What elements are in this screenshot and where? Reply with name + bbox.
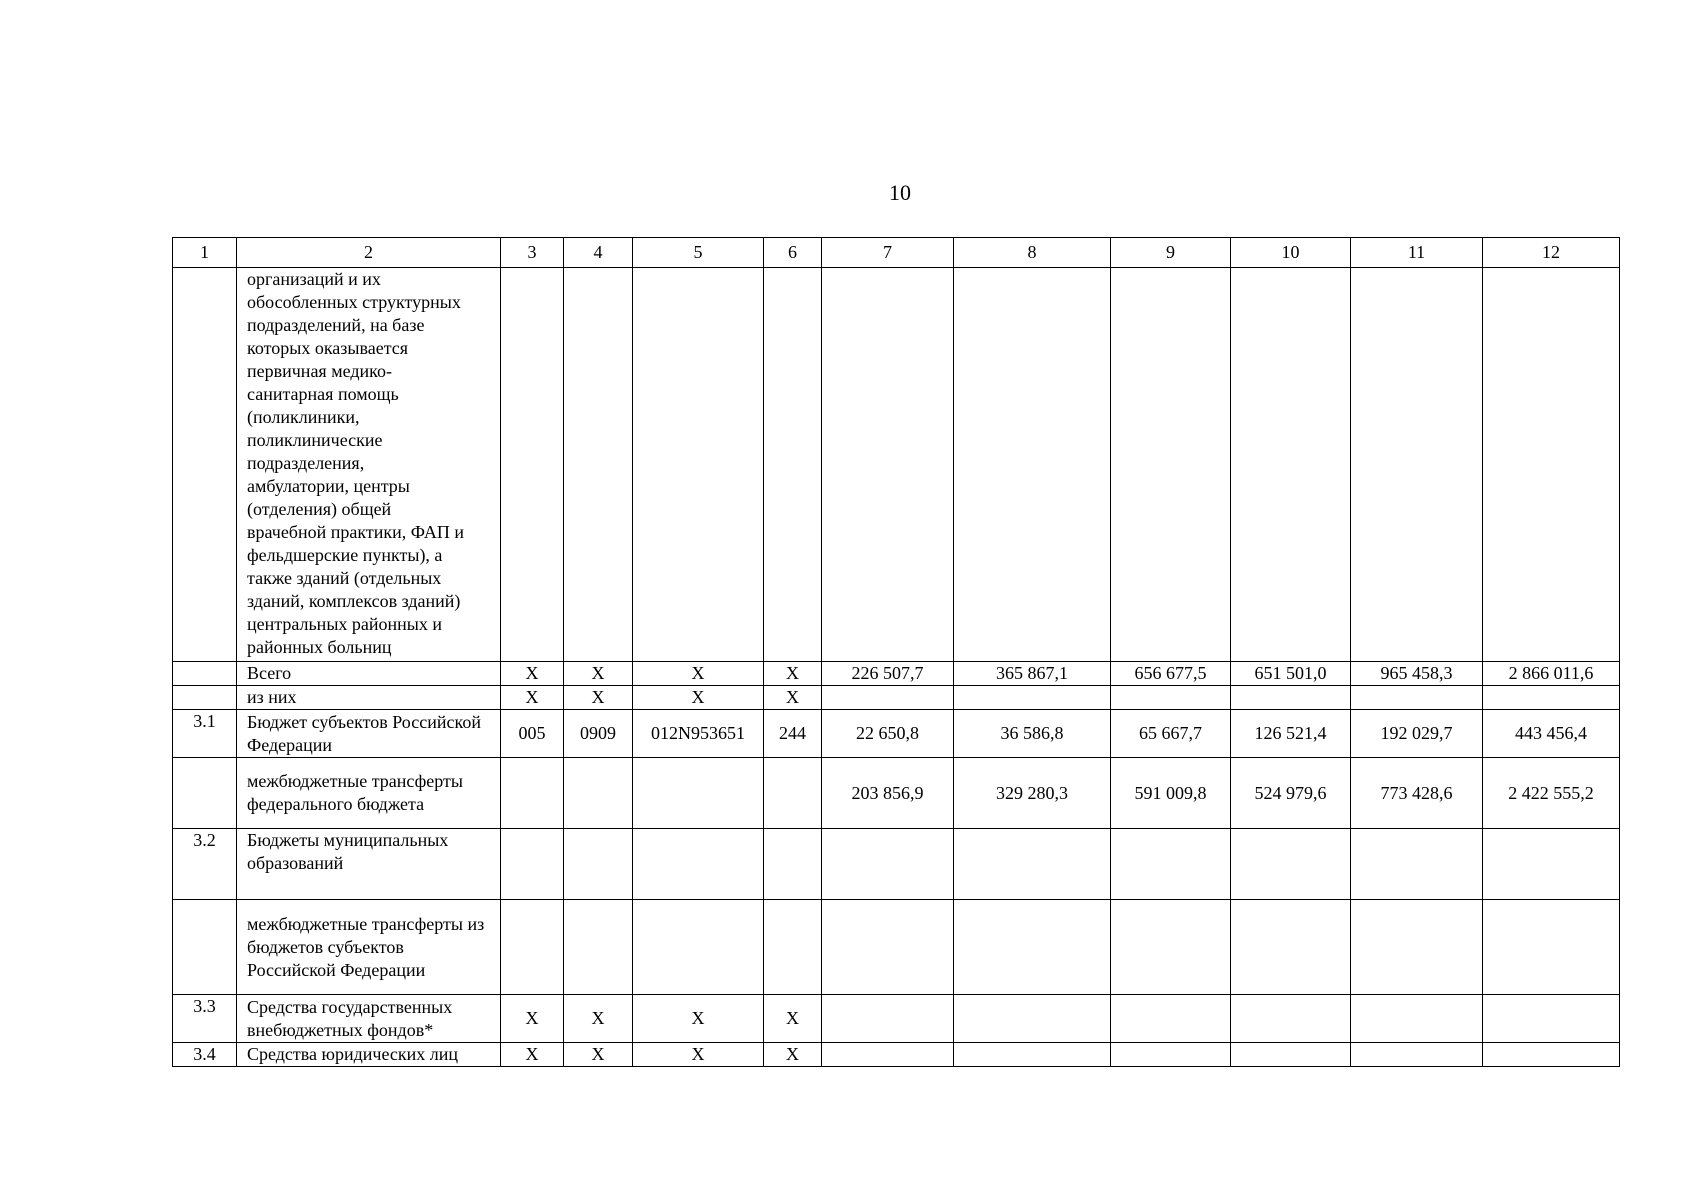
description-cell: Бюджеты муниципальных образований — [237, 829, 501, 900]
row-number-cell — [173, 758, 237, 829]
table-cell — [1351, 268, 1483, 662]
table-cell: 203 856,9 — [822, 758, 954, 829]
budget-table — [172, 237, 1620, 1067]
table-cell — [501, 829, 564, 900]
text-line: обособленных структурных — [247, 292, 461, 312]
table-cell: 012N953651 — [633, 710, 764, 758]
table-cell: X — [564, 1043, 633, 1067]
row-number-cell — [173, 662, 237, 686]
text-line: первичная медико- — [247, 361, 392, 381]
header-cell: 10 — [1231, 238, 1351, 268]
table-cell — [764, 829, 822, 900]
row-number-cell: 3.4 — [173, 1043, 237, 1067]
table-cell — [1111, 829, 1231, 900]
table-cell — [822, 829, 954, 900]
header-cell: 2 — [237, 238, 501, 268]
text-line: амбулатории, центры — [247, 476, 410, 496]
table-cell: 36 586,8 — [954, 710, 1111, 758]
table-row — [173, 268, 1620, 662]
header-cell: 7 — [822, 238, 954, 268]
table-cell — [1483, 995, 1620, 1043]
table-cell: X — [564, 662, 633, 686]
text-line: врачебной практики, ФАП и — [247, 522, 464, 542]
table-row-3-4 — [173, 1043, 1620, 1067]
text-line: районных больниц — [247, 637, 392, 657]
table-cell: 2 422 555,2 — [1483, 758, 1620, 829]
continuation-description-cell — [237, 268, 501, 662]
table-row-total — [173, 662, 1620, 686]
table-cell: 773 428,6 — [1351, 758, 1483, 829]
text-line: поликлинические — [247, 430, 383, 450]
table-cell — [1231, 686, 1351, 710]
table-cell — [501, 758, 564, 829]
header-cell: 11 — [1351, 238, 1483, 268]
table-cell: 0909 — [564, 710, 633, 758]
table-cell: 244 — [764, 710, 822, 758]
text-line: организаций и их — [247, 269, 381, 289]
table-cell — [764, 268, 822, 662]
table-cell — [501, 268, 564, 662]
header-cell: 6 — [764, 238, 822, 268]
table-cell — [822, 1043, 954, 1067]
table-cell — [822, 686, 954, 710]
table-cell: 65 667,7 — [1111, 710, 1231, 758]
description-cell: межбюджетные трансферты федерального бюджета — [237, 758, 501, 829]
table-cell — [1483, 829, 1620, 900]
table-cell — [1231, 1043, 1351, 1067]
table-cell: 591 009,8 — [1111, 758, 1231, 829]
table-row-3-2-transfers — [173, 900, 1620, 995]
table-header-row — [173, 238, 1620, 268]
description-cell: Бюджет субъектов Российской Федерации — [237, 710, 501, 758]
table-cell — [1111, 686, 1231, 710]
table-cell: 651 501,0 — [1231, 662, 1351, 686]
description-cell: Средства юридических лиц — [237, 1043, 501, 1067]
table-cell: X — [764, 662, 822, 686]
text-line: центральных районных и — [247, 614, 443, 634]
table-cell: X — [633, 686, 764, 710]
text-line: санитарная помощь — [247, 384, 399, 404]
table-row-3-1-transfers — [173, 758, 1620, 829]
table-cell — [564, 829, 633, 900]
table-cell — [633, 268, 764, 662]
table-cell — [954, 829, 1111, 900]
table-cell — [633, 900, 764, 995]
table-cell — [501, 900, 564, 995]
table-cell — [822, 900, 954, 995]
table-cell — [1111, 900, 1231, 995]
table-cell — [1111, 268, 1231, 662]
text-line: которых оказывается — [247, 338, 409, 358]
description-cell: Средства государственных внебюджетных фондов* — [237, 995, 501, 1043]
text-line: (отделения) общей — [247, 499, 392, 519]
table-cell: 656 677,5 — [1111, 662, 1231, 686]
table-cell — [1351, 829, 1483, 900]
table-cell: 524 979,6 — [1231, 758, 1351, 829]
table-cell — [954, 268, 1111, 662]
table-cell — [1111, 995, 1231, 1043]
table-cell — [954, 686, 1111, 710]
description-cell: межбюджетные трансферты из бюджетов субъектов Российской Федерации — [237, 900, 501, 995]
table-cell — [1231, 268, 1351, 662]
table-cell — [564, 268, 633, 662]
table-cell: 226 507,7 — [822, 662, 954, 686]
table-cell: X — [564, 686, 633, 710]
table-row-3-2 — [173, 829, 1620, 900]
header-cell: 1 — [173, 238, 237, 268]
table-cell: 365 867,1 — [954, 662, 1111, 686]
table-cell — [954, 900, 1111, 995]
row-number-cell — [173, 900, 237, 995]
table-cell — [954, 1043, 1111, 1067]
table-cell: 443 456,4 — [1483, 710, 1620, 758]
table-row-of-which — [173, 686, 1620, 710]
table-cell: 22 650,8 — [822, 710, 954, 758]
table-cell — [1483, 268, 1620, 662]
table-cell — [1483, 1043, 1620, 1067]
text-line: подразделения, — [247, 453, 365, 473]
text-line: (поликлиники, — [247, 407, 360, 427]
table-cell: 126 521,4 — [1231, 710, 1351, 758]
row-number-cell: 3.1 — [173, 710, 237, 758]
table-cell — [1351, 1043, 1483, 1067]
header-cell: 9 — [1111, 238, 1231, 268]
table-cell — [633, 758, 764, 829]
table-cell: X — [501, 995, 564, 1043]
table-cell — [1351, 900, 1483, 995]
header-cell: 4 — [564, 238, 633, 268]
row-number-cell — [173, 268, 237, 662]
header-cell: 12 — [1483, 238, 1620, 268]
table-row-3-1 — [173, 710, 1620, 758]
table-cell: X — [764, 1043, 822, 1067]
description-cell: Всего — [237, 662, 501, 686]
table-cell: 005 — [501, 710, 564, 758]
row-number-cell — [173, 686, 237, 710]
header-cell: 8 — [954, 238, 1111, 268]
description-cell: из них — [237, 686, 501, 710]
table-cell — [633, 829, 764, 900]
text-line: подразделений, на базе — [247, 315, 425, 335]
table-cell — [1231, 900, 1351, 995]
header-cell: 5 — [633, 238, 764, 268]
table-cell: 965 458,3 — [1351, 662, 1483, 686]
table-cell: 329 280,3 — [954, 758, 1111, 829]
table-cell — [1111, 1043, 1231, 1067]
table-cell — [564, 900, 633, 995]
table-cell: X — [564, 995, 633, 1043]
table-cell: X — [633, 662, 764, 686]
table-cell — [1351, 686, 1483, 710]
row-number-cell: 3.2 — [173, 829, 237, 900]
table-cell — [1231, 995, 1351, 1043]
text-line: также зданий (отдельных — [247, 568, 442, 588]
table-cell — [1483, 686, 1620, 710]
table-cell — [822, 268, 954, 662]
table-cell — [954, 995, 1111, 1043]
table-cell — [822, 995, 954, 1043]
table-cell: X — [633, 1043, 764, 1067]
page-number: 10 — [889, 180, 911, 205]
table-cell — [764, 758, 822, 829]
table-cell: 192 029,7 — [1351, 710, 1483, 758]
table-row-3-3 — [173, 995, 1620, 1043]
table-cell: X — [764, 686, 822, 710]
table-cell — [764, 900, 822, 995]
table-cell: X — [764, 995, 822, 1043]
table-cell: X — [501, 662, 564, 686]
table-cell: X — [633, 995, 764, 1043]
table-cell — [1351, 995, 1483, 1043]
header-cell: 3 — [501, 238, 564, 268]
row-number-cell: 3.3 — [173, 995, 237, 1043]
table-cell — [564, 758, 633, 829]
table-cell: X — [501, 686, 564, 710]
table-cell — [1483, 900, 1620, 995]
text-line: фельдшерские пункты), а — [247, 545, 443, 565]
text-line: зданий, комплексов зданий) — [247, 591, 461, 611]
table-cell: X — [501, 1043, 564, 1067]
table-cell — [1231, 829, 1351, 900]
table-cell: 2 866 011,6 — [1483, 662, 1620, 686]
